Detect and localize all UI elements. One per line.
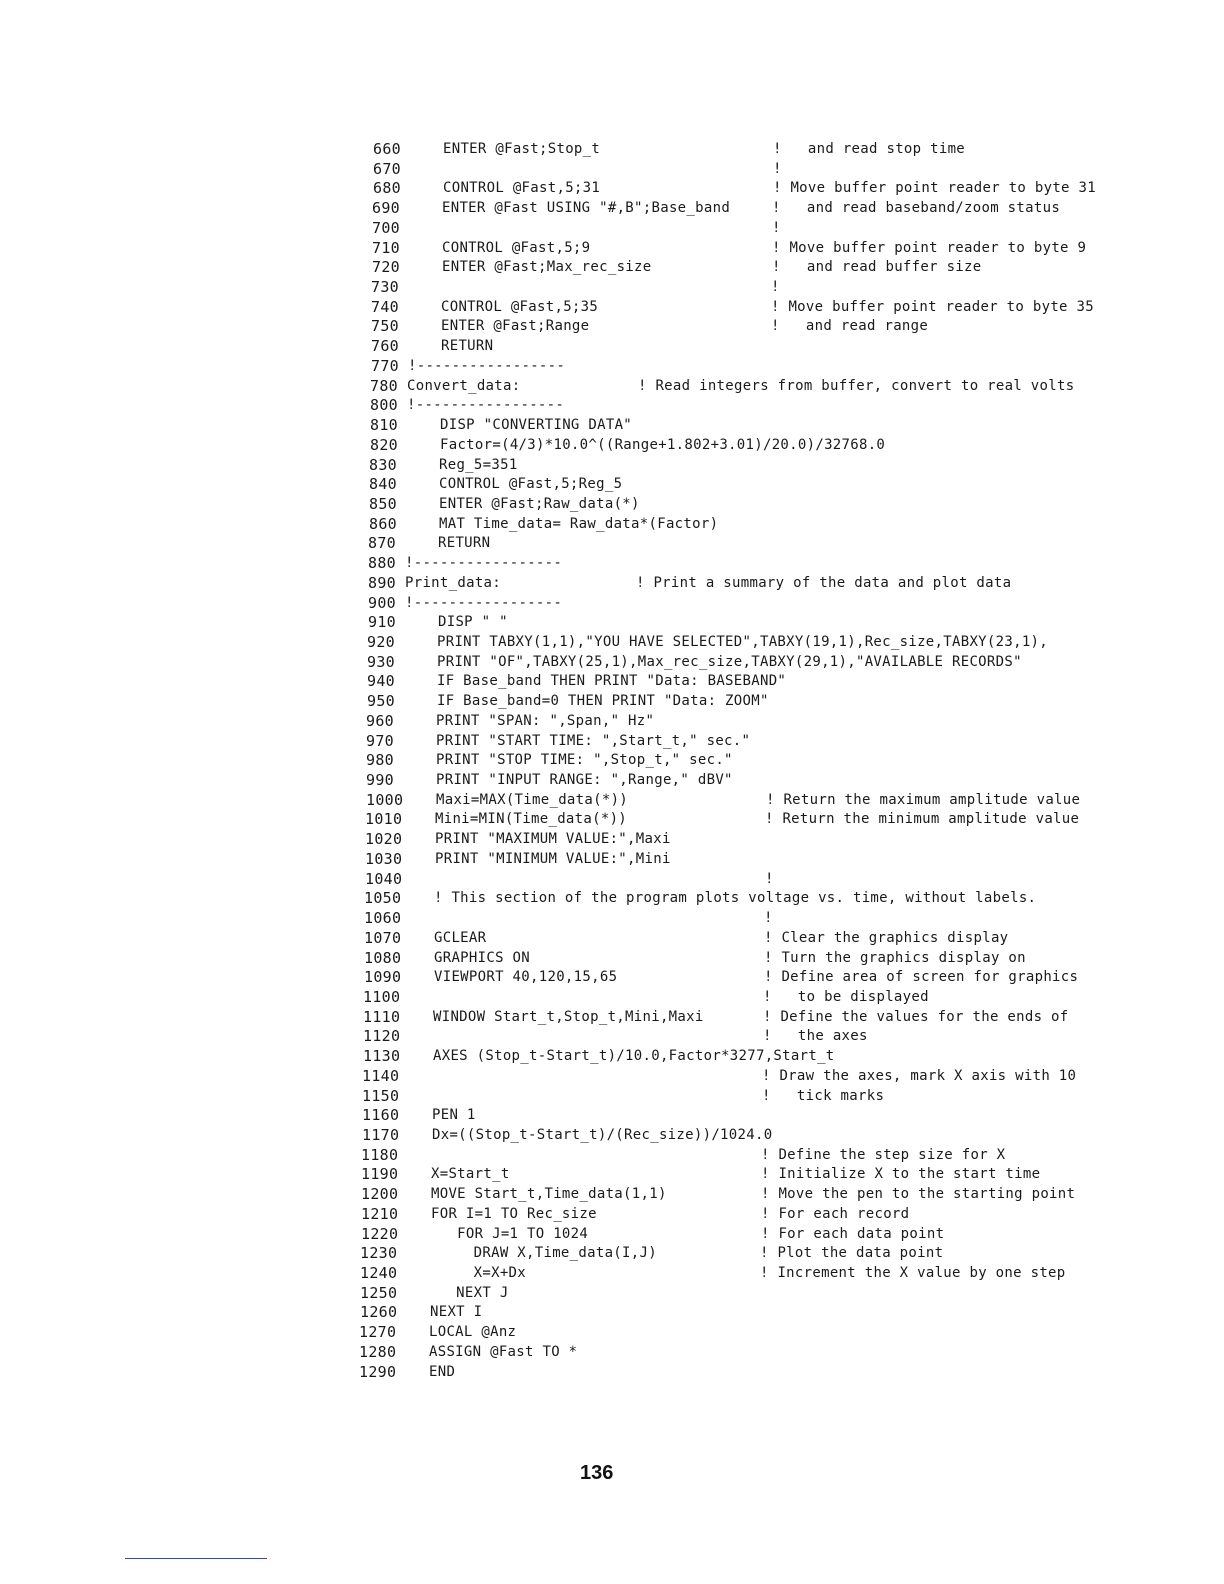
code-text: DISP "CONVERTING DATA"	[440, 417, 633, 433]
code-line	[0, 829, 1224, 849]
code-comment: ! Move buffer point reader to byte 9	[772, 240, 1087, 256]
code-line	[0, 395, 1224, 415]
code-text: X=Start_t	[431, 1166, 510, 1182]
code-line	[0, 1322, 1224, 1342]
code-line	[0, 1026, 1224, 1046]
line-number: 900	[368, 594, 396, 612]
line-number: 890	[368, 574, 396, 592]
code-text: Convert_data:	[407, 378, 521, 394]
code-text: X=X+Dx	[430, 1265, 527, 1281]
code-line	[0, 1224, 1224, 1244]
line-number: 1020	[365, 830, 403, 848]
code-line	[0, 356, 1224, 376]
code-text: PRINT "OF",TABXY(25,1),Max_rec_size,TABXY(29,1),"AVAILABLE RECORDS"	[437, 654, 1022, 670]
code-line	[0, 809, 1224, 829]
line-number: 820	[370, 436, 398, 454]
code-text: PEN 1	[432, 1107, 476, 1123]
line-number: 850	[369, 495, 397, 513]
line-number: 860	[369, 515, 397, 533]
line-number: 940	[367, 672, 395, 690]
code-text: GCLEAR	[434, 930, 487, 946]
code-text: PRINT "MAXIMUM VALUE:",Maxi	[435, 831, 671, 847]
code-line	[0, 770, 1224, 790]
line-number: 980	[366, 751, 394, 769]
code-line	[0, 1184, 1224, 1204]
line-number: 990	[366, 771, 394, 789]
code-line	[0, 494, 1224, 514]
code-comment: !	[772, 220, 781, 236]
line-number: 950	[367, 692, 395, 710]
code-line	[0, 1145, 1224, 1165]
line-number: 1010	[365, 810, 403, 828]
code-line	[0, 1066, 1224, 1086]
line-number: 700	[372, 219, 400, 237]
code-text: Print_data:	[405, 575, 502, 591]
code-text: CONTROL @Fast,5;31	[443, 180, 601, 196]
code-comment: ! and read buffer size	[772, 259, 982, 275]
line-number: 1040	[365, 870, 403, 888]
line-number: 1210	[361, 1205, 399, 1223]
code-comment: ! Print a summary of the data and plot data	[636, 575, 1012, 591]
line-number: 680	[373, 179, 401, 197]
code-text: WINDOW Start_t,Stop_t,Mini,Maxi	[433, 1009, 704, 1025]
code-text: IF Base_band=0 THEN PRINT "Data: ZOOM"	[437, 693, 769, 709]
code-line	[0, 178, 1224, 198]
code-text: LOCAL @Anz	[429, 1324, 517, 1340]
line-number: 770	[371, 357, 399, 375]
code-line	[0, 238, 1224, 258]
line-number: 1030	[365, 850, 403, 868]
code-comment: ! For each data point	[761, 1226, 945, 1242]
code-line	[0, 533, 1224, 553]
line-number: 920	[367, 633, 395, 651]
code-line	[0, 790, 1224, 810]
line-number: 1050	[364, 889, 402, 907]
code-text: PRINT "SPAN: ",Span," Hz"	[436, 713, 655, 729]
code-text: ENTER @Fast;Stop_t	[443, 141, 601, 157]
code-line	[0, 691, 1224, 711]
code-text: PRINT "MINIMUM VALUE:",Mini	[435, 851, 671, 867]
line-number: 1070	[364, 929, 402, 947]
code-text: ! This section of the program plots voltage vs. time, without labels.	[434, 890, 1037, 906]
code-line	[0, 652, 1224, 672]
code-text: ASSIGN @Fast TO *	[429, 1344, 578, 1360]
line-number: 1120	[363, 1027, 401, 1045]
code-line	[0, 277, 1224, 297]
line-number: 810	[370, 416, 398, 434]
code-comment: ! and read baseband/zoom status	[772, 200, 1061, 216]
code-line	[0, 632, 1224, 652]
code-comment: ! and read range	[771, 318, 929, 334]
line-number: 1100	[363, 988, 401, 1006]
line-number: 690	[372, 199, 400, 217]
code-text: !-----------------	[407, 397, 565, 413]
code-line	[0, 573, 1224, 593]
line-number: 930	[367, 653, 395, 671]
code-line	[0, 1263, 1224, 1283]
line-number: 750	[371, 317, 399, 335]
code-line	[0, 316, 1224, 336]
code-line	[0, 888, 1224, 908]
line-number: 880	[368, 554, 396, 572]
code-text: ENTER @Fast;Raw_data(*)	[439, 496, 640, 512]
line-number: 740	[371, 298, 399, 316]
line-number: 760	[371, 337, 399, 355]
code-comment: ! Increment the X value by one step	[760, 1265, 1066, 1281]
code-line	[0, 1362, 1224, 1382]
code-line	[0, 1243, 1224, 1263]
code-line	[0, 455, 1224, 475]
line-number: 1130	[363, 1047, 401, 1065]
code-line	[0, 711, 1224, 731]
code-line	[0, 336, 1224, 356]
code-comment: ! Move the pen to the starting point	[761, 1186, 1076, 1202]
line-number: 970	[366, 732, 394, 750]
code-comment: ! Initialize X to the start time	[761, 1166, 1041, 1182]
line-number: 1260	[360, 1303, 398, 1321]
code-text: CONTROL @Fast,5;9	[442, 240, 591, 256]
code-text: ENTER @Fast;Range	[441, 318, 590, 334]
code-comment: ! tick marks	[762, 1088, 885, 1104]
code-line	[0, 415, 1224, 435]
code-line	[0, 1007, 1224, 1027]
code-text: CONTROL @Fast,5;Reg_5	[439, 476, 623, 492]
code-text: !-----------------	[405, 595, 563, 611]
code-comment: !	[773, 161, 782, 177]
line-number: 670	[373, 160, 401, 178]
line-number: 1160	[362, 1106, 400, 1124]
code-line	[0, 612, 1224, 632]
line-number: 720	[372, 258, 400, 276]
code-comment: ! Plot the data point	[760, 1245, 944, 1261]
line-number: 1200	[361, 1185, 399, 1203]
code-text: VIEWPORT 40,120,15,65	[434, 969, 618, 985]
code-line	[0, 514, 1224, 534]
code-text: ENTER @Fast;Max_rec_size	[442, 259, 652, 275]
code-text: Maxi=MAX(Time_data(*))	[436, 792, 629, 808]
line-number: 910	[368, 613, 396, 631]
code-text: RETURN	[438, 535, 491, 551]
line-number: 1190	[361, 1165, 399, 1183]
code-line	[0, 1125, 1224, 1145]
code-text: NEXT J	[430, 1285, 509, 1301]
line-number: 1060	[364, 909, 402, 927]
code-line	[0, 948, 1224, 968]
code-line	[0, 1046, 1224, 1066]
code-line	[0, 1283, 1224, 1303]
code-line	[0, 849, 1224, 869]
code-line	[0, 967, 1224, 987]
code-text: MAT Time_data= Raw_data*(Factor)	[439, 516, 719, 532]
code-line	[0, 671, 1224, 691]
code-comment: ! Define the values for the ends of	[763, 1009, 1069, 1025]
line-number: 960	[366, 712, 394, 730]
line-number: 1150	[362, 1087, 400, 1105]
line-number: 1170	[362, 1126, 400, 1144]
code-comment: ! Return the minimum amplitude value	[765, 811, 1080, 827]
code-text: PRINT "INPUT RANGE: ",Range," dBV"	[436, 772, 733, 788]
line-number: 1090	[364, 968, 402, 986]
code-line	[0, 731, 1224, 751]
code-line	[0, 553, 1224, 573]
code-comment: ! Define the step size for X	[761, 1147, 1006, 1163]
code-comment: !	[771, 279, 780, 295]
code-text: !-----------------	[405, 555, 563, 571]
code-text: FOR J=1 TO 1024	[431, 1226, 589, 1242]
line-number: 660	[373, 140, 401, 158]
code-text: NEXT I	[430, 1304, 483, 1320]
code-line	[0, 987, 1224, 1007]
code-line	[0, 159, 1224, 179]
code-comment: ! Move buffer point reader to byte 35	[771, 299, 1094, 315]
code-line	[0, 198, 1224, 218]
line-number: 1080	[364, 949, 402, 967]
line-number: 830	[369, 456, 397, 474]
code-text: GRAPHICS ON	[434, 950, 531, 966]
code-line	[0, 1302, 1224, 1322]
line-number: 1140	[362, 1067, 400, 1085]
page-number: 136	[580, 1462, 614, 1484]
line-number: 800	[370, 396, 398, 414]
code-text: FOR I=1 TO Rec_size	[431, 1206, 597, 1222]
code-line	[0, 869, 1224, 889]
code-line	[0, 1105, 1224, 1125]
line-number: 780	[370, 377, 398, 395]
line-number: 840	[369, 475, 397, 493]
code-text: IF Base_band THEN PRINT "Data: BASEBAND"	[437, 673, 787, 689]
code-line	[0, 257, 1224, 277]
code-line	[0, 1164, 1224, 1184]
code-comment: ! and read stop time	[773, 141, 966, 157]
line-number: 1270	[359, 1323, 397, 1341]
line-number: 1240	[360, 1264, 398, 1282]
code-text: MOVE Start_t,Time_data(1,1)	[431, 1186, 667, 1202]
line-number: 1250	[360, 1284, 398, 1302]
code-line	[0, 1342, 1224, 1362]
code-text: Mini=MIN(Time_data(*))	[435, 811, 628, 827]
code-line	[0, 376, 1224, 396]
line-number: 1220	[361, 1225, 399, 1243]
code-text: Factor=(4/3)*10.0^((Range+1.802+3.01)/20.0)/32768.0	[440, 437, 886, 453]
code-text: END	[429, 1364, 456, 1380]
code-comment: !	[764, 910, 773, 926]
code-text: PRINT "STOP TIME: ",Stop_t," sec."	[436, 752, 733, 768]
code-text: PRINT "START TIME: ",Start_t," sec."	[436, 733, 751, 749]
footnote-rule	[125, 1558, 267, 1559]
code-line	[0, 1204, 1224, 1224]
line-number: 1110	[363, 1008, 401, 1026]
code-comment: ! to be displayed	[763, 989, 929, 1005]
code-comment: ! Move buffer point reader to byte 31	[773, 180, 1096, 196]
code-text: Dx=((Stop_t-Start_t)/(Rec_size))/1024.0	[432, 1127, 773, 1143]
line-number: 870	[368, 534, 396, 552]
code-line	[0, 593, 1224, 613]
code-comment: ! Return the maximum amplitude value	[766, 792, 1081, 808]
code-comment: ! Clear the graphics display	[764, 930, 1009, 946]
code-line	[0, 928, 1224, 948]
code-comment: ! Define area of screen for graphics	[764, 969, 1079, 985]
code-text: Reg_5=351	[439, 457, 518, 473]
code-text: !-----------------	[408, 358, 566, 374]
code-text: RETURN	[441, 338, 494, 354]
code-text: DISP " "	[438, 614, 508, 630]
code-comment: ! the axes	[763, 1028, 868, 1044]
code-line	[0, 297, 1224, 317]
line-number: 1000	[366, 791, 404, 809]
code-line	[0, 435, 1224, 455]
code-text: CONTROL @Fast,5;35	[441, 299, 599, 315]
code-comment: ! Turn the graphics display on	[764, 950, 1026, 966]
code-line	[0, 218, 1224, 238]
line-number: 1230	[360, 1244, 398, 1262]
line-number: 710	[372, 239, 400, 257]
code-text: AXES (Stop_t-Start_t)/10.0,Factor*3277,Start_t	[433, 1048, 835, 1064]
code-line	[0, 474, 1224, 494]
line-number: 1280	[359, 1343, 397, 1361]
code-text: ENTER @Fast USING "#,B";Base_band	[442, 200, 731, 216]
code-line	[0, 908, 1224, 928]
code-comment: ! For each record	[761, 1206, 910, 1222]
line-number: 1180	[361, 1146, 399, 1164]
code-text: PRINT TABXY(1,1),"YOU HAVE SELECTED",TABXY(19,1),Rec_size,TABXY(23,1),	[437, 634, 1049, 650]
code-comment: !	[765, 871, 774, 887]
code-text: DRAW X,Time_data(I,J)	[430, 1245, 657, 1261]
code-comment: ! Read integers from buffer, convert to real volts	[638, 378, 1075, 394]
line-number: 730	[371, 278, 399, 296]
code-line	[0, 750, 1224, 770]
line-number: 1290	[359, 1363, 397, 1381]
code-comment: ! Draw the axes, mark X axis with 10	[762, 1068, 1077, 1084]
code-line	[0, 1086, 1224, 1106]
code-line	[0, 139, 1224, 159]
